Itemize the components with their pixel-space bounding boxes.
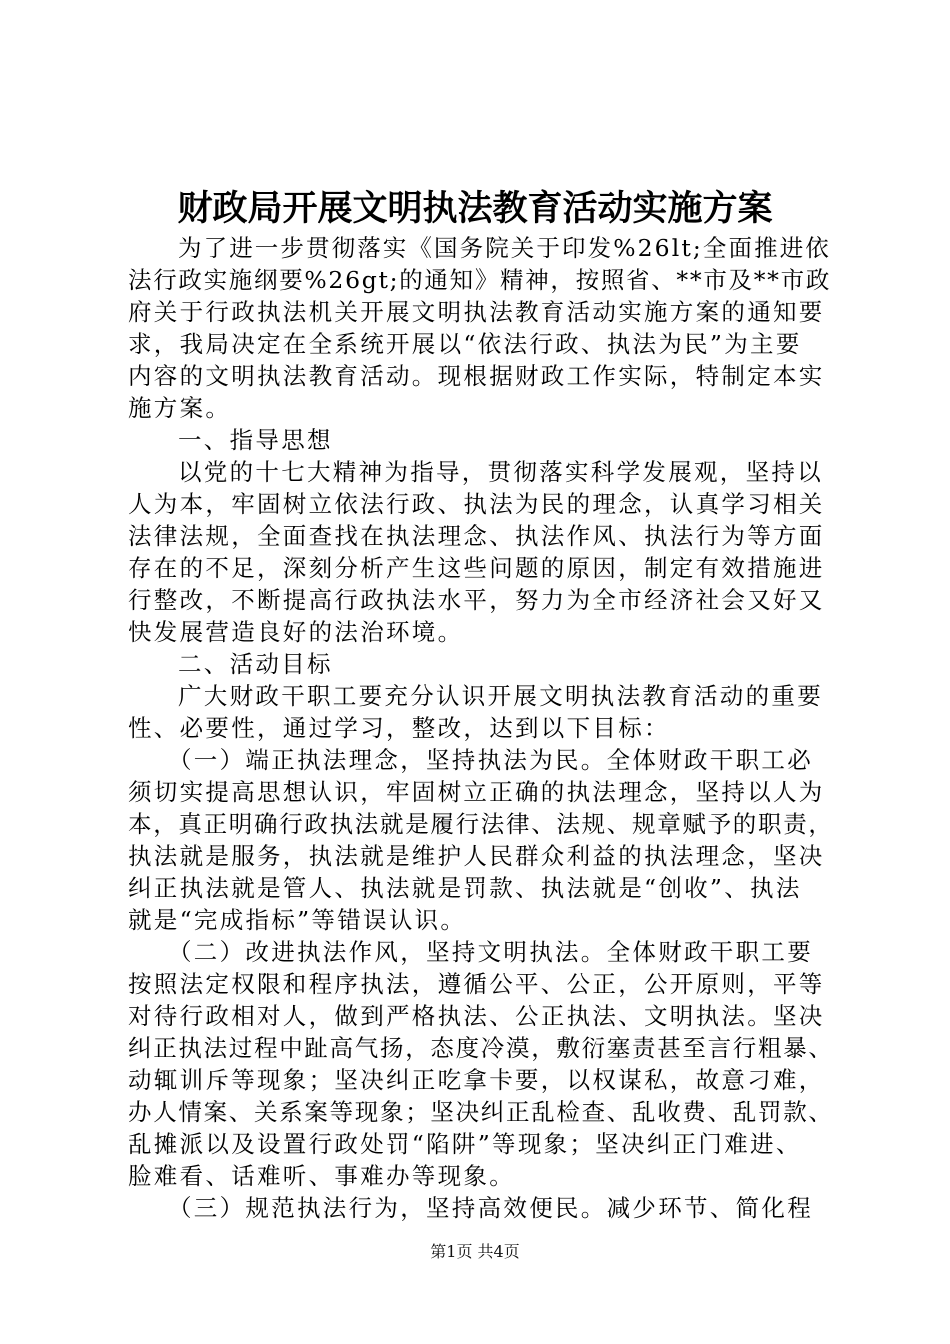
document-body [128, 232, 836, 1224]
paragraph-line: 本，真正明确行政执法就是履行法律、法规、规章赋予的职责， [128, 810, 834, 838]
paragraph-line: 乱摊派以及设置行政处罚“陷阱”等现象；坚决纠正门难进、 [128, 1130, 802, 1158]
paragraph-line: 纠正执法就是管人、执法就是罚款、执法就是“创收”、执法 [128, 874, 802, 902]
paragraph-line: 施方案。 [128, 394, 232, 422]
paragraph-line: （三）规范执法行为，坚持高效便民。减少环节、简化程 [168, 1194, 813, 1222]
paragraph-line: 内容的文明执法教育活动。现根据财政工作实际，特制定本实 [128, 362, 825, 390]
paragraph-line: 为了进一步贯彻落实《国务院关于印发%26lt;全面推进依 [178, 234, 831, 262]
paragraph-line: 办人情案、关系案等现象；坚决纠正乱检查、乱收费、乱罚款、 [128, 1098, 834, 1126]
paragraph-line: 纠正执法过程中趾高气扬，态度冷漠，敷衍塞责甚至言行粗暴、 [128, 1034, 834, 1062]
paragraph-line: 脸难看、话难听、事难办等现象。 [128, 1162, 515, 1190]
paragraph-line: 府关于行政执法机关开展文明执法教育活动实施方案的通知要 [128, 298, 825, 326]
paragraph-line: 行整改，不断提高行政执法水平，努力为全市经济社会又好又 [128, 586, 825, 614]
paragraph-line: 动辄训斥等现象；坚决纠正吃拿卡要，以权谋私，故意刁难， [128, 1066, 825, 1094]
paragraph-line: 以党的十七大精神为指导，贯彻落实科学发展观，坚持以 [178, 458, 823, 486]
paragraph-line: 广大财政干职工要充分认识开展文明执法教育活动的重要 [178, 682, 823, 710]
paragraph-line: 执法就是服务，执法就是维护人民群众利益的执法理念，坚决 [128, 842, 825, 870]
paragraph-line: （二）改进执法作风，坚持文明执法。全体财政干职工要 [168, 938, 813, 966]
paragraph-line: （一）端正执法理念，坚持执法为民。全体财政干职工必 [168, 746, 813, 774]
paragraph-line: 法律法规，全面查找在执法理念、执法作风、执法行为等方面 [128, 522, 825, 550]
paragraph-line: 对待行政相对人，做到严格执法、公正执法、文明执法。坚决 [128, 1002, 825, 1030]
paragraph-line: 性、必要性，通过学习，整改，达到以下目标： [128, 714, 670, 742]
section-heading: 二、活动目标 [178, 650, 333, 678]
paragraph-line: 快发展营造良好的法治环境。 [128, 618, 464, 646]
paragraph-line: 须切实提高思想认识，牢固树立正确的执法理念，坚持以人为 [128, 778, 825, 806]
paragraph-line: 按照法定权限和程序执法，遵循公平、公正，公开原则，平等 [128, 970, 825, 998]
paragraph-line: 求，我局决定在全系统开展以“依法行政、执法为民”为主要 [128, 330, 802, 358]
page-footer: 第1页 共4页 [430, 1242, 520, 1261]
paragraph-line: 人为本，牢固树立依法行政、执法为民的理念，认真学习相关 [128, 490, 825, 518]
paragraph-line: 就是“完成指标”等错误认识。 [128, 906, 467, 934]
paragraph-line: 法行政实施纲要%26gt;的通知》精神，按照省、**市及**市政 [128, 266, 832, 294]
section-heading: 一、指导思想 [178, 426, 333, 454]
paragraph-line: 存在的不足，深刻分析产生这些问题的原因，制定有效措施进 [128, 554, 825, 582]
document-title: 财政局开展文明执法教育活动实施方案 [177, 188, 773, 229]
